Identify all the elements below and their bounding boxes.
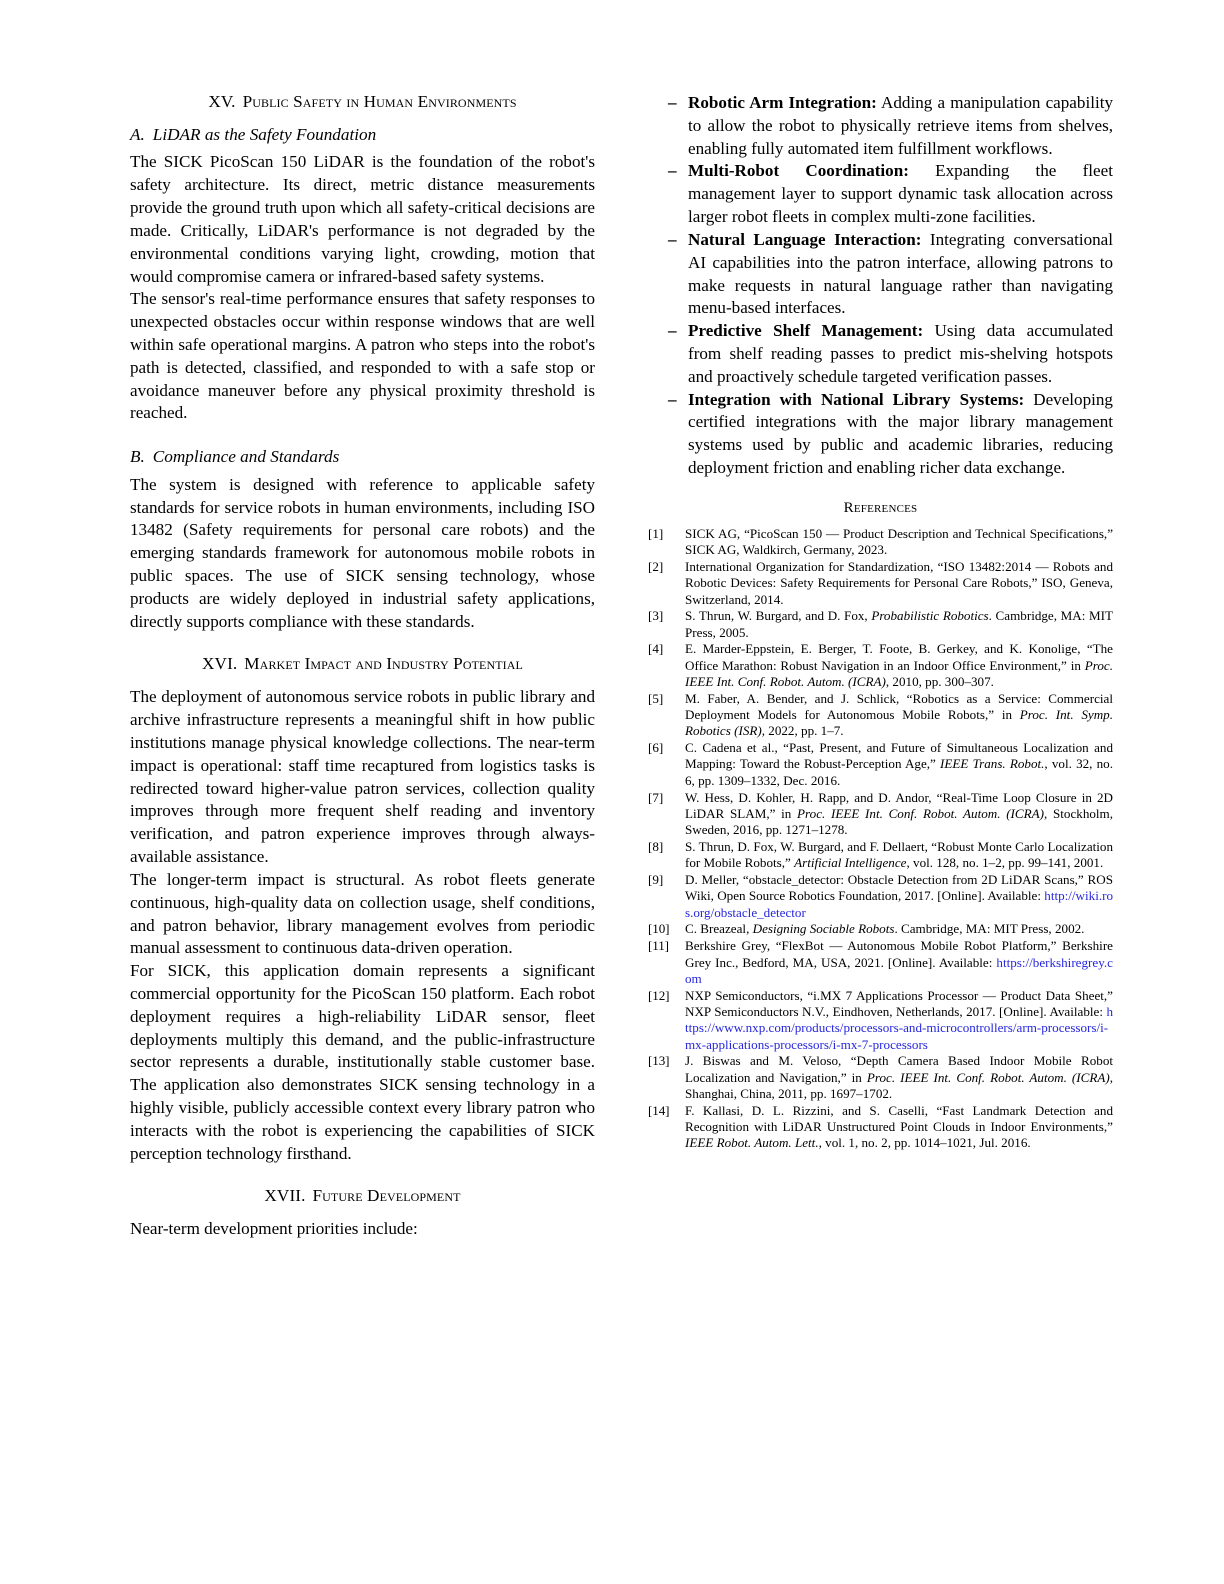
paragraph: The longer-term impact is structural. As robot fleets generate continuous, high-quality data on collection usage, shelf conditions, and patron behavior, library management evolves from periodic manual assessment to continuous data-driven operation. (130, 869, 595, 958)
section-title-16: Market Impact and Industry Potential (244, 654, 523, 674)
two-column-layout (130, 92, 1114, 1241)
reference-number: [6] (648, 740, 664, 756)
reference-text: S. Thrun, W. Burgard, and D. Fox, (685, 608, 872, 624)
reference-number: [13] (648, 1053, 670, 1069)
subsection-letter-a: A. (130, 124, 145, 144)
subsection-title-a: LiDAR as the Safety Foundation (152, 124, 377, 144)
reference-number: [3] (648, 608, 664, 624)
reference-entry (648, 691, 1113, 740)
paragraph: Near-term development priorities include: (130, 1219, 418, 1239)
reference-text: , vol. 32, no. 6, pp. 1309–1332, Dec. 2016. (685, 756, 1113, 788)
reference-text: . Cambridge, MA: MIT Press, 2005. (685, 608, 1113, 640)
reference-entry (648, 608, 1113, 641)
reference-text: J. Biswas and M. Veloso, “Depth Camera Based Indoor Mobile Robot Localization and Navigation,” in (685, 1053, 1113, 1085)
paragraph: The system is designed with reference to applicable safety standards for service robots in human environments, including ISO 13482 (Safety requirements for personal care robots) and the emerging standards framework for autonomous mobile robots in public spaces. The use of SICK sensing technology, whose products are widely deployed in industrial safety applications, directly supports compliance with these standards. (130, 474, 595, 631)
reference-title-italic: Artificial Intelligence (794, 855, 907, 871)
reference-text: D. Meller, “obstacle_detector: Obstacle Detection from 2D LiDAR Scans,” ROS Wiki, Open Source Robotics Foundation, 2017. [Online]. Available: (685, 872, 1113, 904)
reference-text: , vol. 1, no. 2, pp. 1014–1021, Jul. 2016. (818, 1135, 1031, 1151)
reference-number: [12] (648, 987, 670, 1003)
subsection-letter-b: B. (130, 447, 145, 467)
reference-title-italic: Proc. IEEE Int. Conf. Robot. Autom. (ICRA) (797, 805, 1045, 821)
subsection-heading-b (130, 446, 595, 468)
future-development-list (648, 92, 1113, 480)
reference-url-link[interactable]: https://www.nxp.com/products/processors-and-microcontrollers/arm-processors/i-mx-applications-processors/i-mx-7-processors (685, 1003, 1113, 1052)
reference-number: [4] (648, 641, 664, 657)
future-development-item (648, 229, 1113, 320)
reference-number: [8] (648, 838, 664, 854)
future-development-item (648, 389, 1113, 480)
dash-bullet-icon: – (668, 389, 677, 409)
reference-title-italic: IEEE Trans. Robot. (940, 756, 1045, 772)
reference-text: International Organization for Standardization, “ISO 13482:2014 — Robots and Robotic Devices: Safety Requirements for Personal Care Robots,” ISO, Geneva, Switzerland, 2014. (685, 558, 1113, 607)
reference-number: [1] (648, 525, 664, 541)
section-heading-15 (130, 92, 595, 113)
reference-entry (648, 839, 1113, 872)
paragraph: The SICK PicoScan 150 LiDAR is the foundation of the robot's safety architecture. Its direct, metric distance measurements provide the ground truth upon which all safety-critical decisions are made. Critically, LiDAR's performance is not degraded by the environmental conditions varying light, crowding, motion that would compromise camera or infrared-based safety systems. (130, 152, 595, 286)
reference-text: W. Hess, D. Kohler, H. Rapp, and D. Andor, “Real-Time Loop Closure in 2D LiDAR SLAM,” in (685, 789, 1113, 821)
reference-text: , 2010, pp. 300–307. (885, 673, 994, 689)
left-column (130, 92, 595, 1241)
section-number-17: XVII. (264, 1186, 306, 1206)
item-lead-in: Integration with National Library Systems: (688, 389, 1025, 409)
reference-entry (648, 790, 1113, 839)
reference-entry (648, 559, 1113, 608)
dash-bullet-icon: – (668, 321, 677, 341)
references-heading: References (843, 499, 918, 516)
reference-text: , 2022, pp. 1–7. (761, 723, 844, 739)
paragraph: For SICK, this application domain represents a significant commercial opportunity for the PicoScan 150 platform. Each robot deployment requires a high-reliability LiDAR sensor, fleet deployments multiply this demand, and the public-infrastructure sector represents a durable, institutionally stable customer base. The application also demonstrates SICK sensing technology in a highly visible, publicly accessible context every library patron who interacts with the robot is experiencing the capabilities of SICK perception technology firsthand. (130, 961, 595, 1163)
reference-entry (648, 1103, 1113, 1152)
item-text: Adding a manipulation capability to allow the robot to physically retrieve items from shelves, enabling fully automated item fulfillment workflows. (688, 93, 1113, 158)
reference-number: [2] (648, 558, 664, 574)
future-development-item (648, 160, 1113, 228)
reference-number: [9] (648, 872, 664, 888)
section-heading-16 (130, 654, 595, 675)
item-lead-in: Natural Language Interaction: (688, 229, 922, 249)
reference-entry (648, 988, 1113, 1053)
dash-bullet-icon: – (668, 229, 677, 249)
item-text: Using data accumulated from shelf reading passes to predict mis-shelving hotspots and proactively schedule targeted verification passes. (688, 321, 1113, 386)
reference-title-italic: Proc. IEEE Int. Conf. Robot. Autom. (ICRA) (866, 1069, 1110, 1085)
reference-title-italic: Proc. IEEE Int. Conf. Robot. Autom. (ICRA) (685, 657, 1113, 689)
section-heading-17 (130, 1186, 595, 1207)
item-lead-in: Robotic Arm Integration: (688, 93, 877, 112)
reference-url-link[interactable]: https://berkshiregrey.com (685, 954, 1113, 986)
reference-title-italic: IEEE Robot. Autom. Lett. (685, 1135, 819, 1151)
reference-text: NXP Semiconductors, “i.MX 7 Applications Processor — Product Data Sheet,” NXP Semiconductors N.V., Eindhoven, Netherlands, 2017. [Online]. Available: (685, 987, 1113, 1019)
references-list (648, 526, 1113, 1152)
reference-title-italic: Proc. Int. Symp. Robotics (ISR) (685, 707, 1113, 739)
future-development-item (648, 320, 1113, 388)
reference-text: M. Faber, A. Bender, and J. Schlick, “Robotics as a Service: Commercial Deployment Models for Autonomous Mobile Robots,” in (685, 690, 1113, 723)
reference-text: S. Thrun, D. Fox, W. Burgard, and F. Dellaert, “Robust Monte Carlo Localization for Mobile Robots,” (685, 838, 1113, 871)
reference-entry (648, 740, 1113, 789)
reference-number: [7] (648, 789, 664, 805)
reference-text: . Cambridge, MA: MIT Press, 2002. (894, 921, 1085, 937)
reference-url-link[interactable]: http://wiki.ros.org/obstacle_detector (685, 888, 1114, 920)
subsection-heading-a (130, 124, 595, 146)
item-lead-in: Multi-Robot Coordination: (688, 161, 909, 181)
reference-title-italic: Designing Sociable Robots (752, 921, 895, 937)
item-text: Expanding the fleet management layer to support dynamic task allocation across larger robot fleets in complex multi-zone facilities. (688, 161, 1113, 227)
reference-entry (648, 1053, 1113, 1102)
dash-bullet-icon: – (668, 93, 677, 112)
reference-title-italic: Probabilistic Robotics (871, 608, 989, 624)
reference-number: [11] (648, 938, 669, 954)
paragraph: The deployment of autonomous service robots in public library and archive infrastructure represents a meaningful shift in how public institutions manage physical knowledge collections. The near-term impact is operational: staff time recaptured from logistics tasks is redirected toward higher-value patron services, collection quality improves through more frequent shelf reading and inventory verification, and patron experience improves through always-available assistance. (130, 687, 595, 867)
reference-entry (648, 938, 1113, 987)
reference-number: [14] (648, 1102, 670, 1118)
reference-text: E. Marder-Eppstein, E. Berger, T. Foote, B. Gerkey, and K. Konolige, “The Office Marathon: Robust Navigation in an Indoor Office Environment,” in (685, 641, 1113, 673)
reference-text: , Shanghai, China, 2011, pp. 1697–1702. (685, 1069, 1113, 1101)
reference-entry (648, 526, 1113, 559)
reference-number: [5] (648, 690, 664, 706)
reference-text: C. Breazeal, (685, 921, 753, 937)
reference-text: , Stockholm, Sweden, 2016, pp. 1271–1278. (685, 805, 1114, 838)
reference-text: SICK AG, “PicoScan 150 — Product Description and Technical Specifications,” SICK AG, Waldkirch, Germany, 2023. (685, 525, 1113, 558)
right-column (648, 92, 1113, 1152)
section-number-16: XVI. (202, 654, 238, 674)
reference-entry (648, 641, 1113, 690)
reference-entry (648, 872, 1113, 921)
reference-text: Berkshire Grey, “FlexBot — Autonomous Mobile Robot Platform,” Berkshire Grey Inc., Bedford, MA, USA, 2021. [Online]. Available: (685, 938, 1113, 970)
item-text: Developing certified integrations with the major library management systems used by public and academic libraries, reducing deployment friction and enabling richer data exchange. (688, 389, 1113, 477)
subsection-title-b: Compliance and Standards (152, 447, 340, 467)
section-number-15: XV. (208, 92, 236, 111)
reference-number: [10] (648, 921, 670, 937)
item-text: Integrating conversational AI capabilities into the patron interface, allowing patrons to make requests in natural language rather than navigating menu-based interfaces. (688, 229, 1113, 318)
reference-entry (648, 921, 1113, 937)
reference-text: C. Cadena et al., “Past, Present, and Future of Simultaneous Localization and Mapping: Toward the Robust-Perception Age,” (685, 740, 1113, 772)
section-title-15: Public Safety in Human Environments (242, 92, 517, 111)
reference-text: F. Kallasi, D. L. Rizzini, and S. Caselli, “Fast Landmark Detection and Recognition with LiDAR Unstructured Point Clouds in Indoor Environments,” (685, 1102, 1113, 1134)
future-development-item (648, 92, 1113, 160)
paragraph: The sensor's real-time performance ensures that safety responses to unexpected obstacles occur within response windows that are well within safe operational margins. A patron who steps into the robot's path is detected, classified, and responded to with a safe stop or avoidance maneuver before any physical proximity threshold is reached. (130, 289, 595, 423)
dash-bullet-icon: – (668, 161, 677, 181)
item-lead-in: Predictive Shelf Management: (688, 321, 924, 341)
reference-text: , vol. 128, no. 1–2, pp. 99–141, 2001. (906, 855, 1104, 871)
section-title-17: Future Development (312, 1186, 461, 1206)
